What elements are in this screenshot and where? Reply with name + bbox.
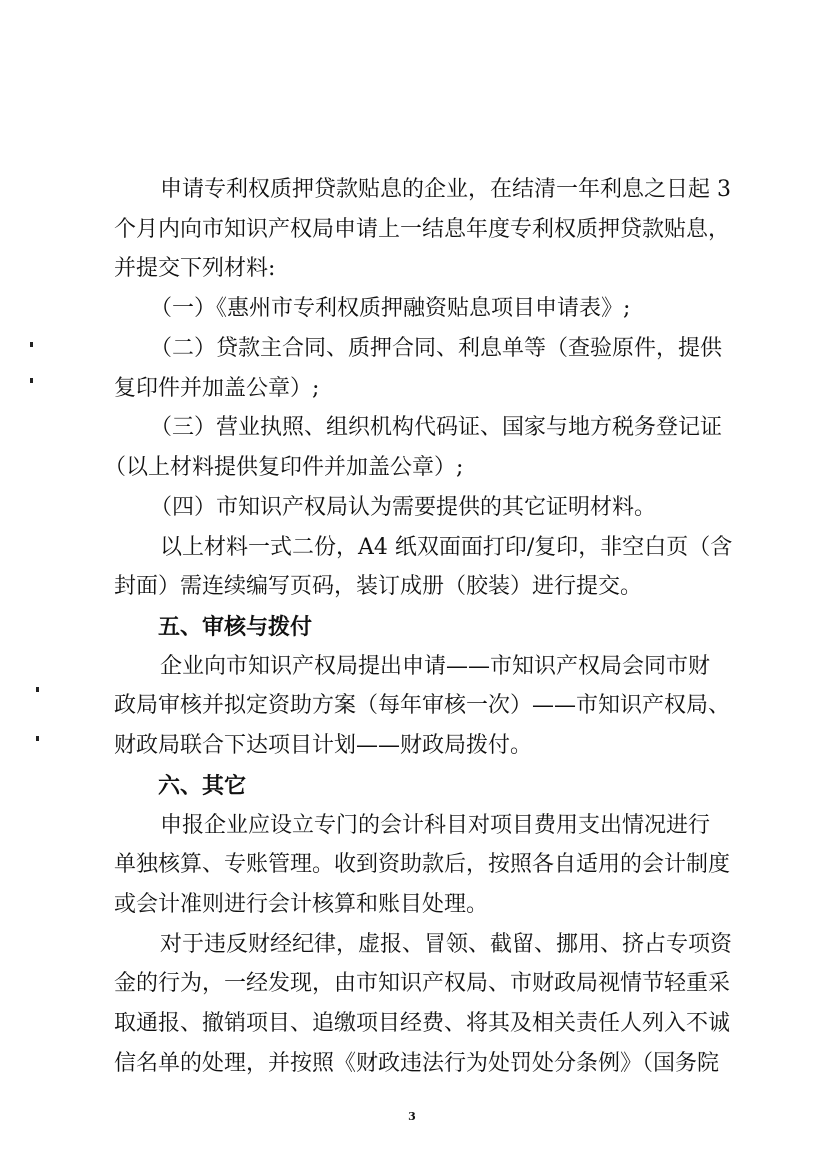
paragraph-line: 并提交下列材料: (114, 256, 276, 281)
paragraph-line: 对于违反财经纪律，虚报、冒领、截留、挪用、挤占专项资 (160, 932, 733, 957)
paragraph-line: 信名单的处理，并按照《财政违法行为处罚处分条例》（国务院 (114, 1051, 720, 1076)
paragraph-line: （三）营业执照、组织机构代码证、国家与地方税务登记证 (150, 415, 723, 440)
paragraph-line: 个月内向市知识产权局申请上一结息年度专利权质押贷款贴息， (114, 217, 731, 242)
scan-speck (30, 342, 33, 347)
page-number: 3 (408, 1110, 416, 1123)
scan-speck (36, 687, 39, 692)
section-heading: 六、其它 (158, 773, 247, 799)
paragraph-line: 申请专利权质押贷款贴息的企业，在结清一年利息之日起 3 (160, 177, 731, 202)
paragraph-line: 金的行为，一经发现，由市知识产权局、市财政局视情节轻重采 (114, 971, 731, 996)
paragraph-line: 封面）需连续编写页码，装订成册（胶装）进行提交。 (114, 574, 643, 599)
paragraph-line: （二）贷款主合同、质押合同、利息单等（查验原件，提供 (150, 336, 723, 361)
paragraph-line: （以上材料提供复印件并加盖公章）; (104, 455, 464, 480)
scan-speck (36, 736, 39, 741)
scan-speck (30, 378, 33, 383)
paragraph-line: 单独核算、专账管理。收到资助款后，按照各自适用的会计制度 (114, 852, 731, 877)
paragraph-line: （一）《惠州市专利权质押融资贴息项目申请表》; (150, 296, 631, 321)
paragraph-line: 申报企业应设立专门的会计科目对项目费用支出情况进行 (160, 813, 711, 838)
section-heading: 五、审核与拨付 (158, 614, 313, 640)
paragraph-line: 取通报、撤销项目、追缴项目经费、将其及相关责任人列入不诚 (114, 1011, 731, 1036)
paragraph-line: 政局审核并拟定资助方案（每年审核一次）——市知识产权局、 (114, 693, 731, 718)
paragraph-line: 企业向市知识产权局提出申请——市知识产权局会同市财 (160, 654, 711, 679)
paragraph-line: 财政局联合下达项目计划——财政局拨付。 (114, 733, 533, 758)
paragraph-line: 以上材料一式二份，A4 纸双面面打印/复印，非空白页（含 (160, 535, 733, 560)
paragraph-line: 或会计准则进行会计核算和账目处理。 (114, 892, 489, 917)
paragraph-line: （四）市知识产权局认为需要提供的其它证明材料。 (150, 495, 657, 520)
paragraph-line: 复印件并加盖公章）; (114, 376, 320, 401)
